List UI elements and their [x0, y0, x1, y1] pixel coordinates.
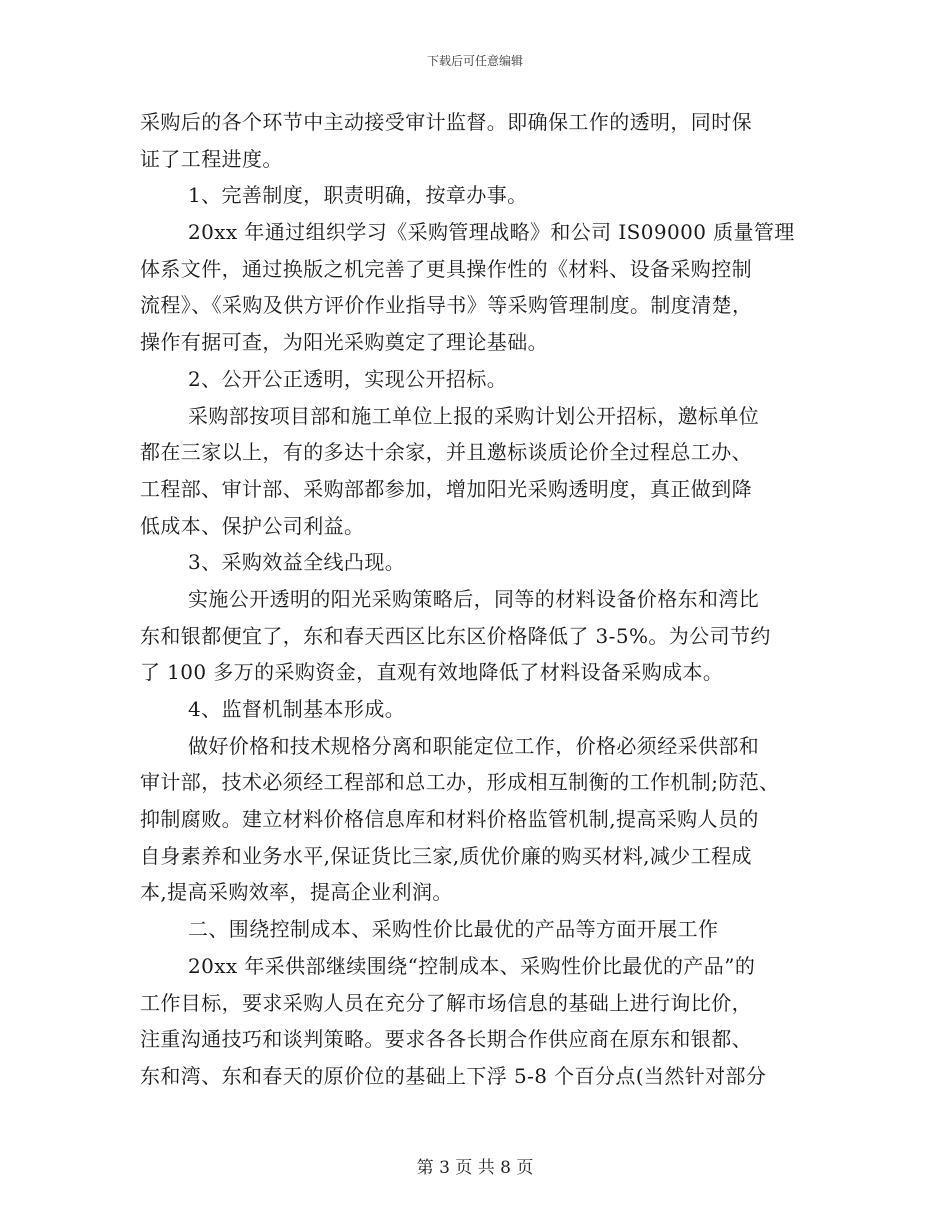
text-line: 4、监督机制基本形成。 — [188, 697, 406, 721]
text-line: 3、采购效益全线凸现。 — [188, 550, 406, 575]
header-note: 下载后可任意编辑 — [426, 54, 523, 68]
text-line: 抑制腐败。建立材料价格信息库和材料价格监管机制,提高采购人员的 — [140, 807, 759, 832]
text-line: 2、公开公正透明，实现公开招标。 — [188, 366, 508, 391]
text-line: 证了工程进度。 — [140, 146, 283, 171]
text-line: 工作目标，要求采购人员在充分了解市场信息的基础上进行询比价， — [140, 990, 752, 1015]
text-line: 操作有据可查，为阳光采购奠定了理论基础。 — [140, 330, 548, 355]
text-line: 本,提高采购效率，提高企业利润。 — [140, 880, 453, 905]
text-line: 20xx 年通过组织学习《采购管理战略》和公司 IS09000 质量管理 — [188, 220, 795, 245]
text-line: 注重沟通技巧和谈判策略。要求各各长期合作供应商在原东和银都、 — [140, 1027, 752, 1052]
text-line: 采购部按项目部和施工单位上报的采购计划公开招标，邀标单位 — [188, 403, 760, 428]
text-line: 都在三家以上，有的多达十余家，并且邀标谈质论价全过程总工办、 — [140, 440, 752, 465]
text-line: 1、完善制度，职责明确，按章办事。 — [188, 183, 528, 208]
text-line: 工程部、审计部、采购部都参加，增加阳光采购透明度，真正做到降 — [140, 476, 752, 501]
text-line: 东和湾、东和春天的原价位的基础上下浮 5-8 个百分点(当然针对部分 — [140, 1063, 767, 1088]
page-footer: 第 3 页 共 8 页 — [416, 1158, 534, 1178]
text-line: 了 100 多万的采购资金，直观有效地降低了材料设备采购成本。 — [140, 660, 724, 685]
text-line: 20xx 年采供部继续围绕“控制成本、采购性价比最优的产品”的 — [188, 953, 756, 978]
text-line: 流程》、《采购及供方评价作业指导书》等采购管理制度。制度清楚， — [140, 293, 753, 318]
text-line: 做好价格和技术规格分离和职能定位工作，价格必须经采供部和 — [188, 733, 760, 758]
text-line: 自身素养和业务水平,保证货比三家,质优价廉的购买材料,减少工程成 — [140, 843, 752, 868]
text-line: 审计部，技术必须经工程部和总工办，形成相互制衡的工作机制;防范、 — [140, 770, 780, 795]
text-line: 实施公开透明的阳光采购策略后，同等的材料设备价格东和湾比 — [188, 586, 760, 611]
text-line: 东和银都便宜了，东和春天西区比东区价格降低了 3-5%。为公司节约 — [140, 623, 771, 648]
body-text — [140, 104, 810, 1095]
text-line: 采购后的各个环节中主动接受审计监督。即确保工作的透明，同时保 — [140, 110, 752, 134]
text-line: 二、围绕控制成本、采购性价比最优的产品等方面开展工作 — [188, 917, 719, 942]
text-line: 低成本、保护公司利益。 — [140, 513, 365, 538]
text-line: 体系文件，通过换版之机完善了更具操作性的《材料、设备采购控制 — [140, 256, 752, 281]
